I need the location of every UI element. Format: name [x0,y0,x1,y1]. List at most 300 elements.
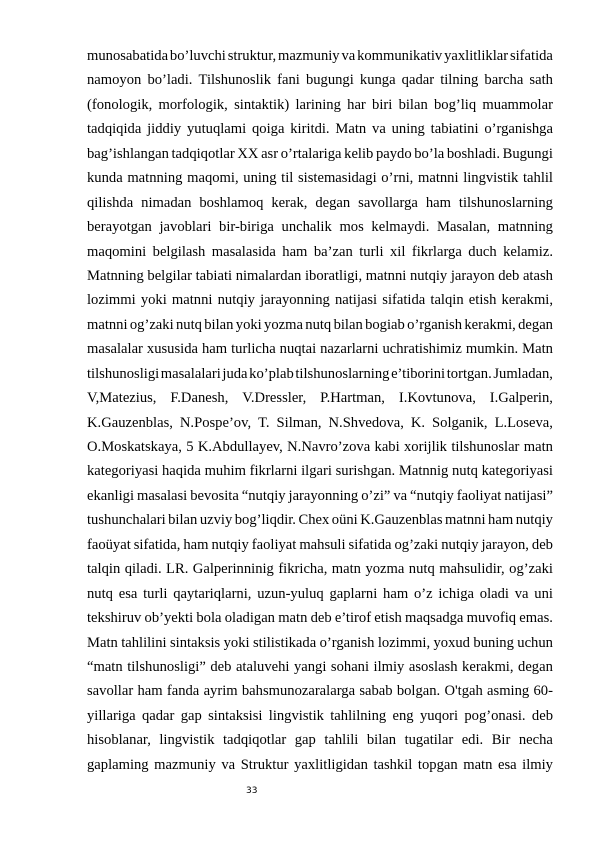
word: sifatida, [133,536,181,553]
word: og’zaki [394,536,439,553]
word: asming [487,683,530,700]
word: o’rni, [381,170,414,187]
word: surishgan. [335,463,396,480]
word: matn [331,561,361,578]
word: lingvistik [268,707,324,724]
word: e’tiborini [391,365,446,382]
word: nimadan [141,194,192,211]
word: bilan [333,316,363,333]
word: bo’luvchi [169,48,226,64]
word: kabi [374,439,400,455]
word: Chex [298,512,330,529]
word: sintaksisi [208,707,263,724]
word: degan [518,316,553,333]
text-line [87,240,553,264]
word: haqida [162,463,201,480]
word: L.Loseva, [494,414,553,431]
text-line [87,337,553,361]
text-line [87,704,553,728]
word: kiritdi. [290,121,330,138]
word: va [514,585,529,602]
word: I.Galperin, [489,390,553,407]
word: yozma [264,316,303,333]
word: tahlilini [121,634,167,651]
word: N.Pospe’ov, [179,414,252,431]
word: kunda [87,170,123,187]
word: faoüyat [87,536,131,553]
word: bo’ladi. [147,72,193,89]
text-line [87,631,553,655]
body-text [87,44,553,777]
word: ob’yekti [144,610,194,627]
word: jarayonning [288,487,359,504]
word: deb [531,536,553,553]
word: 5 [186,439,194,455]
word: javoblari [159,219,212,236]
word: kelib [344,145,374,162]
text-line [87,215,553,239]
word: belgilar [147,267,192,284]
word: atash [522,267,553,284]
word: Solganik, [432,414,488,431]
text-line [87,166,553,190]
word: mazmuniy [154,756,216,773]
text-line [87,533,553,557]
word: e’tirof [334,610,372,627]
word: ham [488,512,514,529]
word: har [347,96,366,113]
word: yutuqlami [187,121,247,138]
word: jiddiy [147,121,182,138]
word: kunga [359,72,396,89]
word: “matn [87,658,123,675]
word: sintaksis [169,634,221,651]
page-number: 33 [246,786,258,796]
word: qoiga [252,121,285,138]
word: “nutqiy [410,487,454,504]
word: nutq [452,463,478,480]
word: oladi [479,585,509,602]
word: muammolar [482,96,553,113]
word: sifatida [382,292,426,309]
word: belgilash [152,243,206,260]
word: tushunchalari [87,512,166,529]
word: yoki [235,316,262,333]
word: fikrlarni [249,463,298,480]
word: o’rganish [407,316,462,333]
word: yoxud [433,634,470,651]
word: uchratishimiz [382,341,462,358]
word: gap [180,707,202,724]
word: Matn [335,121,367,138]
word: nutqiy [409,267,448,284]
word: o’rganishga [484,121,553,138]
word: namoyon [87,72,142,89]
word: kerakmi, [501,292,553,309]
word: kerak, [271,194,308,211]
word: ba’zan [313,243,353,260]
word: edi. [461,732,484,749]
text-line [87,459,553,483]
word: o’z [413,585,433,602]
word: gaplaming [87,756,149,773]
word: nuqtai [279,341,317,358]
word: N.Shvedova, [328,414,404,431]
word: uni [534,585,553,602]
word: xususida [146,341,198,358]
word: fikrlarga [411,243,462,260]
word: sabab [359,683,393,700]
word: bo’la [414,145,445,162]
word: tadqiqotlar [223,732,287,749]
word: Masalan, [437,219,491,236]
word: larining [295,96,341,113]
word: uzun-yuluq [257,585,324,602]
word: deb [531,707,553,724]
word: matn [278,610,308,627]
word: oüni [331,512,358,529]
word: turli [359,243,384,260]
word: kerakmi, [462,658,514,675]
text-line [87,264,553,288]
word: talqin [430,292,464,309]
word: emas. [519,610,553,627]
word: tahlil [522,170,553,187]
word: mazmuniy [278,48,340,64]
word: ataluvehi [235,658,290,675]
word: necha [518,732,553,749]
word: matn [523,439,553,455]
text-line [87,117,553,141]
word: ham [282,243,308,260]
word: ham [137,683,163,700]
word: qiladi. [124,561,162,578]
word: F.Danesh, [170,390,229,407]
word: Bir [491,732,511,749]
word: uning [391,121,425,138]
word: sath [529,72,553,89]
word: masalasi [136,487,188,504]
word: K.Gauzenblas [360,512,443,529]
word: esa [497,756,517,773]
word: uzviy [199,512,233,529]
word: P.Hartman, [320,390,385,407]
word: duch [468,243,497,260]
word: muhim [204,463,246,480]
word: ham [201,341,228,358]
word: I.Kovtunova, [398,390,476,407]
word: fikricha, [278,561,328,578]
word: gap [294,732,316,749]
word: og’zaki [509,561,553,578]
text-line [87,728,553,752]
word: faoliyat [251,536,297,553]
word: matnning [127,170,183,187]
text-line [87,753,553,777]
word: degan [518,658,553,675]
word: O'tgah [444,683,483,700]
word: bog’liq [434,96,477,113]
word: boshlamoq [199,194,264,211]
word: mos [339,219,364,236]
word: struktur, [227,48,277,64]
word: Tilshunoslik [198,72,272,89]
word: V,Matezius, [87,390,157,407]
word: bilan [168,512,198,529]
word: nutq [408,561,435,578]
word: nutqiy [441,536,479,553]
word: qadar [401,72,435,89]
word: mahsuli [299,536,346,553]
word: tilshunosligi [87,365,160,382]
word: deb [210,658,232,675]
word: tadqiqotlar [171,145,235,162]
word: yaxlitligidan [294,756,368,773]
word: asr [261,145,279,162]
word: sintaktik) [234,96,290,113]
word: sifatida [348,536,392,553]
word: matnni [171,292,213,309]
word: masalalar [87,341,143,358]
text-line [87,313,553,337]
word: savollar [87,683,134,700]
text-line [87,386,553,410]
word: matnning [497,219,553,236]
word: matnni [365,267,407,284]
text-line [87,93,553,117]
word: tilning [440,72,479,89]
word: bahsmunozaralarga [241,683,356,700]
word: til [281,170,294,187]
word: deb [310,610,332,627]
word: ham [425,194,451,211]
word: bugungi [305,72,354,89]
word: yoki [140,292,167,309]
word: uchun [517,634,553,651]
word: turlicha [231,341,276,358]
word: stilistikada [252,634,317,651]
word: o’zi” [361,487,391,504]
word: nutqiy [211,536,249,553]
word: nutq [87,585,113,602]
word: xorijlik [404,439,447,455]
word: mumkin. [465,341,519,358]
word: bog’liqdir. [234,512,296,529]
word: yaxlitliklar [444,48,509,64]
word: gaplarni [329,585,378,602]
word: biri [372,96,393,113]
word: maqsadga [405,610,464,627]
word: O.Moskatskaya, [87,439,182,455]
word: sistemasidagi [298,170,377,187]
word: munosabatida [87,48,169,64]
text-line [87,362,553,386]
word: hisoblanar, [87,732,151,749]
word: fanda [166,683,200,700]
word: yuqori [419,707,459,724]
word: jarayon [450,267,495,284]
word: tilshunosligi” [127,658,206,675]
word: ham [183,536,209,553]
word: matn [463,756,493,773]
word: N.Navro’zova [287,439,371,455]
text-line [87,411,553,435]
word: masalalari [160,365,221,382]
word: Matnnig [398,463,449,480]
text-line [87,142,553,166]
word: natijasi [334,292,378,309]
word: faoliyat [456,487,502,504]
word: matnni [445,512,486,529]
word: yozma [365,561,405,578]
word: mahsulidir, [439,561,505,578]
text-line [87,655,553,679]
word: morfologik, [158,96,228,113]
word: V.Dressler, [242,390,307,407]
word: topgan [417,756,458,773]
word: LR. [166,561,189,578]
word: sohani [330,658,370,675]
text-line [87,44,553,68]
word: deb [498,267,520,284]
word: tekshiruv [87,610,142,627]
word: va [372,121,386,138]
word: lingvistik [463,170,519,187]
word: Struktur [240,756,289,773]
word: nutq [305,316,332,333]
text-line [87,191,553,215]
word: tadqiqida [87,121,142,138]
word: kommunikativ [357,48,443,64]
text-line [87,288,553,312]
word: Matn [87,634,118,651]
word: tahlilning [330,707,387,724]
word: sifatida [509,48,553,64]
word: paydo [375,145,412,162]
word: “nutqiy [241,487,286,504]
word: degan [315,194,351,211]
word: bolgan. [396,683,441,700]
word: kelamiz. [503,243,553,260]
word: ayrim [203,683,238,700]
word: pog’onasi. [464,707,526,724]
word: nazarlarni [320,341,379,358]
word: tilshunoslarning [458,194,553,211]
word: bogiab [365,316,405,333]
word: barcha [484,72,524,89]
word: nutq [175,316,202,333]
word: nimalardan [235,267,302,284]
word: Matnning [87,267,144,284]
word: bag’ishlangan [87,145,169,162]
text-line [87,582,553,606]
word: tilshunoslarning [295,365,390,382]
word: va [341,48,356,64]
text-line [87,68,553,92]
word: yillariga [87,707,136,724]
word: qaytariqlarni, [173,585,252,602]
text-line [87,508,553,532]
word: bola [196,610,222,627]
word: ichiga [438,585,475,602]
word: tabiatini [430,121,479,138]
word: nutqiy [217,292,255,309]
word: yangi [293,658,327,675]
word: maqomini [87,243,147,260]
word: lozimmi, [377,634,431,651]
word: tashkil [373,756,413,773]
word: kategoriyasi [87,463,159,480]
word: ham [383,585,409,602]
word: jarayonning [260,292,330,309]
word: o’rganish [319,634,375,651]
word: etish [468,292,497,309]
word: K.Abdullayev, [197,439,283,455]
word: K.Gauzenblas, [87,414,173,431]
word: lingvistik [159,732,215,749]
text-line [87,435,553,459]
word: maqomi, [187,170,239,187]
text-line [87,484,553,508]
word: og’zaki [129,316,174,333]
word: turli [143,585,168,602]
word: tortgan. [446,365,492,382]
word: qadar [141,707,175,724]
word: berayotgan [87,219,152,236]
word: xil [390,243,406,260]
word: o’rtalariga [280,145,342,162]
word: muvofiq [466,610,517,627]
word: jarayon, [481,536,529,553]
word: XX [237,145,259,162]
word: unchalik [281,219,332,236]
word: uning [243,170,277,187]
word: natijasi” [504,487,553,504]
word: tahlili [324,732,359,749]
word: (fonologik, [87,96,153,113]
word: ekanligi [87,487,135,504]
word: fani [277,72,300,89]
word: bir-biriga [219,219,274,236]
word: ilmiy [373,658,405,675]
word: nutqiy [515,512,553,529]
word: talqin [87,561,121,578]
word: iboratligi, [304,267,363,284]
word: K. [410,414,426,431]
word: eng [392,707,414,724]
word: lozimmi [87,292,136,309]
text-line [87,606,553,630]
word: T. [258,414,270,431]
word: tilshunoslar [451,439,520,455]
word: bilan [204,316,234,333]
text-line [87,679,553,703]
word: etish [374,610,402,627]
word: va [393,487,408,504]
word: Jumladan, [493,365,553,382]
word: qilishda [87,194,134,211]
word: masalasida [211,243,276,260]
word: ilmiy [522,756,553,773]
word: va [221,756,236,773]
word: oladigan [224,610,275,627]
word: esa [118,585,138,602]
word: bilan [366,732,397,749]
word: kerakmi, [464,316,516,333]
word: yoki [223,634,250,651]
word: matnni [87,316,128,333]
word: Bugungi [502,145,553,162]
